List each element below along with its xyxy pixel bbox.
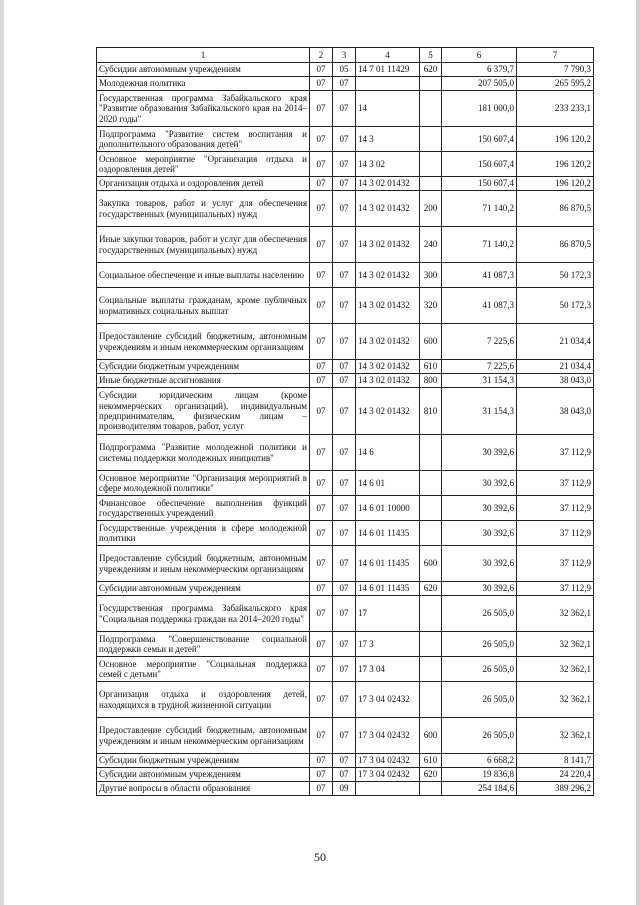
- scan-edge-left: [0, 0, 4, 905]
- section-code: 07: [310, 152, 333, 177]
- subsection-code: 07: [333, 754, 356, 768]
- section-code: 07: [310, 682, 333, 718]
- table-row: [97, 77, 594, 91]
- subsection-code: 07: [333, 288, 356, 324]
- amount-col6: 150 607,4: [442, 152, 517, 177]
- row-name: Субсидии бюджетным учреждениям: [97, 360, 310, 374]
- row-name: Государственная программа Забайкальского края "Развитие образования Забайкальского края на 2014–2020 годы": [97, 91, 310, 127]
- amount-col6: 26 505,0: [442, 596, 517, 632]
- amount-col6: 26 505,0: [442, 632, 517, 657]
- subsection-code: 07: [333, 227, 356, 263]
- target-article: 14 3: [356, 127, 420, 152]
- header-cell: 2: [310, 48, 333, 63]
- expense-type: [420, 435, 442, 471]
- amount-col7: 50 172,3: [517, 288, 594, 324]
- amount-col7: 32 362,1: [517, 682, 594, 718]
- expense-type: [420, 782, 442, 796]
- expense-type: [420, 657, 442, 682]
- section-code: 07: [310, 582, 333, 596]
- target-article: 14 6 01 11435: [356, 521, 420, 546]
- section-code: 07: [310, 191, 333, 227]
- amount-col7: 32 362,1: [517, 718, 594, 754]
- table-body: [97, 63, 594, 796]
- row-name: Другие вопросы в области образования: [97, 782, 310, 796]
- section-code: 07: [310, 374, 333, 388]
- subsection-code: 07: [333, 496, 356, 521]
- section-code: 07: [310, 754, 333, 768]
- amount-col7: 7 790,3: [517, 63, 594, 77]
- table-row: [97, 546, 594, 582]
- amount-col6: 7 225,6: [442, 360, 517, 374]
- amount-col7: 37 112,9: [517, 471, 594, 496]
- expense-type: [420, 91, 442, 127]
- section-code: 07: [310, 632, 333, 657]
- row-name: Подпрограмма "Развитие молодежной политики и системы поддержки молодежных инициатив": [97, 435, 310, 471]
- section-code: 07: [310, 657, 333, 682]
- budget-table: [96, 47, 594, 796]
- amount-col7: 37 112,9: [517, 546, 594, 582]
- row-name: Предоставление субсидий бюджетным, автономным учреждениям и иным некоммерческим организациям: [97, 324, 310, 360]
- subsection-code: 07: [333, 632, 356, 657]
- target-article: 14 6 01 10000: [356, 496, 420, 521]
- row-name: Организация отдыха и оздоровления детей, находящихся в трудной жизненной ситуации: [97, 682, 310, 718]
- amount-col7: 21 034,4: [517, 324, 594, 360]
- amount-col7: 86 870,5: [517, 191, 594, 227]
- row-name: Финансовое обеспечение выполнения функций государственных учреждений: [97, 496, 310, 521]
- row-name: Социальное обеспечение и иные выплаты населению: [97, 263, 310, 288]
- table-row: [97, 582, 594, 596]
- section-code: 07: [310, 324, 333, 360]
- section-code: 07: [310, 263, 333, 288]
- section-code: 07: [310, 127, 333, 152]
- subsection-code: 07: [333, 360, 356, 374]
- subsection-code: 07: [333, 435, 356, 471]
- section-code: 07: [310, 546, 333, 582]
- row-name: Субсидии юридическим лицам (кроме некоммерческих организаций), индивидуальным предпринимателям, физическим лицам – производителям товаров, работ, услуг: [97, 388, 310, 435]
- table-row: [97, 435, 594, 471]
- amount-col6: 26 505,0: [442, 682, 517, 718]
- expense-type: [420, 127, 442, 152]
- table-row: [97, 782, 594, 796]
- subsection-code: 07: [333, 127, 356, 152]
- scan-edge-right: [636, 0, 640, 905]
- header-cell: 7: [517, 48, 594, 63]
- table-row: [97, 324, 594, 360]
- subsection-code: 07: [333, 263, 356, 288]
- header-cell: 4: [356, 48, 420, 63]
- row-name: Государственные учреждения в сфере молодежной политики: [97, 521, 310, 546]
- expense-type: 620: [420, 63, 442, 77]
- target-article: 14 3 02 01432: [356, 388, 420, 435]
- amount-col6: 6 668,2: [442, 754, 517, 768]
- target-article: 14 3 02 01432: [356, 227, 420, 263]
- amount-col6: 19 836,8: [442, 768, 517, 782]
- target-article: 14 6 01 11435: [356, 582, 420, 596]
- table-row: [97, 177, 594, 191]
- row-name: Субсидии бюджетным учреждениям: [97, 754, 310, 768]
- header-row: [97, 48, 594, 63]
- amount-col6: 31 154,3: [442, 374, 517, 388]
- row-name: Предоставление субсидий бюджетным, автономным учреждениям и иным некоммерческим организациям: [97, 718, 310, 754]
- subsection-code: 07: [333, 152, 356, 177]
- subsection-code: 07: [333, 77, 356, 91]
- subsection-code: 07: [333, 388, 356, 435]
- expense-type: 610: [420, 754, 442, 768]
- expense-type: 600: [420, 718, 442, 754]
- subsection-code: 07: [333, 582, 356, 596]
- header-cell: 6: [442, 48, 517, 63]
- row-name: Социальные выплаты гражданам, кроме публичных нормативных социальных выплат: [97, 288, 310, 324]
- table-row: [97, 471, 594, 496]
- section-code: 07: [310, 768, 333, 782]
- expense-type: 810: [420, 388, 442, 435]
- target-article: 14 6 01: [356, 471, 420, 496]
- expense-type: [420, 521, 442, 546]
- expense-type: [420, 77, 442, 91]
- amount-col6: 7 225,6: [442, 324, 517, 360]
- table-row: [97, 718, 594, 754]
- table-row: [97, 263, 594, 288]
- subsection-code: 07: [333, 546, 356, 582]
- amount-col7: 389 296,2: [517, 782, 594, 796]
- target-article: 14 3 02 01432: [356, 263, 420, 288]
- target-article: 14 6: [356, 435, 420, 471]
- subsection-code: 07: [333, 191, 356, 227]
- section-code: 07: [310, 288, 333, 324]
- table-row: [97, 360, 594, 374]
- amount-col7: 24 220,4: [517, 768, 594, 782]
- expense-type: [420, 596, 442, 632]
- subsection-code: 07: [333, 657, 356, 682]
- amount-col6: 26 505,0: [442, 657, 517, 682]
- target-article: 14 3 02 01432: [356, 324, 420, 360]
- amount-col7: 37 112,9: [517, 521, 594, 546]
- expense-type: 610: [420, 360, 442, 374]
- section-code: 07: [310, 77, 333, 91]
- amount-col7: 32 362,1: [517, 632, 594, 657]
- amount-col6: 150 607,4: [442, 127, 517, 152]
- table-row: [97, 682, 594, 718]
- amount-col6: 31 154,3: [442, 388, 517, 435]
- target-article: [356, 77, 420, 91]
- target-article: 17 3 04 02432: [356, 718, 420, 754]
- expense-type: 200: [420, 191, 442, 227]
- row-name: Основное мероприятие "Организация отдыха и оздоровления детей": [97, 152, 310, 177]
- table-row: [97, 63, 594, 77]
- table-row: [97, 768, 594, 782]
- amount-col7: 196 120,2: [517, 152, 594, 177]
- row-name: Подпрограмма "Развитие систем воспитания и дополнительного образования детей": [97, 127, 310, 152]
- target-article: 17 3 04 02432: [356, 768, 420, 782]
- amount-col6: 181 000,0: [442, 91, 517, 127]
- expense-type: [420, 682, 442, 718]
- subsection-code: 07: [333, 718, 356, 754]
- table-row: [97, 521, 594, 546]
- section-code: 07: [310, 471, 333, 496]
- table-row: [97, 227, 594, 263]
- amount-col7: 233 233,1: [517, 91, 594, 127]
- row-name: Иные закупки товаров, работ и услуг для обеспечения государственных (муниципальных) нужд: [97, 227, 310, 263]
- expense-type: 300: [420, 263, 442, 288]
- subsection-code: 07: [333, 91, 356, 127]
- table-row: [97, 632, 594, 657]
- target-article: 17: [356, 596, 420, 632]
- expense-type: 600: [420, 324, 442, 360]
- expense-type: [420, 177, 442, 191]
- table-row: [97, 754, 594, 768]
- row-name: Подпрограмма "Совершенствование социальной поддержки семьи и детей": [97, 632, 310, 657]
- amount-col6: 254 184,6: [442, 782, 517, 796]
- header-cell: 1: [97, 48, 310, 63]
- subsection-code: 07: [333, 682, 356, 718]
- amount-col6: 207 505,0: [442, 77, 517, 91]
- section-code: 07: [310, 91, 333, 127]
- target-article: 14 3 02 01432: [356, 360, 420, 374]
- target-article: 14 3 02 01432: [356, 288, 420, 324]
- expense-type: [420, 471, 442, 496]
- amount-col6: 30 392,6: [442, 546, 517, 582]
- section-code: 07: [310, 360, 333, 374]
- amount-col6: 71 140,2: [442, 227, 517, 263]
- table-row: [97, 374, 594, 388]
- amount-col6: 30 392,6: [442, 582, 517, 596]
- amount-col7: 196 120,2: [517, 177, 594, 191]
- amount-col6: 150 607,4: [442, 177, 517, 191]
- target-article: 14 3 02 01432: [356, 374, 420, 388]
- table-row: [97, 191, 594, 227]
- target-article: 14 6 01 11435: [356, 546, 420, 582]
- section-code: 07: [310, 177, 333, 191]
- section-code: 07: [310, 435, 333, 471]
- expense-type: 600: [420, 546, 442, 582]
- target-article: 17 3 04: [356, 657, 420, 682]
- amount-col6: 41 087,3: [442, 263, 517, 288]
- expense-type: [420, 496, 442, 521]
- amount-col6: 30 392,6: [442, 496, 517, 521]
- subsection-code: 07: [333, 374, 356, 388]
- row-name: Закупка товаров, работ и услуг для обеспечения государственных (муниципальных) нужд: [97, 191, 310, 227]
- amount-col6: 30 392,6: [442, 435, 517, 471]
- amount-col7: 21 034,4: [517, 360, 594, 374]
- subsection-code: 09: [333, 782, 356, 796]
- amount-col7: 8 141,7: [517, 754, 594, 768]
- row-name: Основное мероприятие "Социальная поддержка семей с детьми": [97, 657, 310, 682]
- subsection-code: 07: [333, 768, 356, 782]
- section-code: 07: [310, 227, 333, 263]
- amount-col7: 37 112,9: [517, 435, 594, 471]
- target-article: 17 3 04 02432: [356, 682, 420, 718]
- target-article: 17 3 04 02432: [356, 754, 420, 768]
- row-name: Основное мероприятие "Организация мероприятий в сфере молодежной политики": [97, 471, 310, 496]
- amount-col7: 38 043,0: [517, 388, 594, 435]
- row-name: Государственная программа Забайкальского края "Социальная поддержка граждан на 2014–2020 годы": [97, 596, 310, 632]
- expense-type: [420, 152, 442, 177]
- amount-col7: 37 112,9: [517, 582, 594, 596]
- target-article: [356, 782, 420, 796]
- subsection-code: 07: [333, 324, 356, 360]
- amount-col7: 38 043,0: [517, 374, 594, 388]
- amount-col7: 265 595,2: [517, 77, 594, 91]
- table-row: [97, 388, 594, 435]
- table-row: [97, 657, 594, 682]
- amount-col6: 6 379,7: [442, 63, 517, 77]
- subsection-code: 05: [333, 63, 356, 77]
- table-row: [97, 496, 594, 521]
- row-name: Молодежная политика: [97, 77, 310, 91]
- amount-col6: 26 505,0: [442, 718, 517, 754]
- amount-col7: 37 112,9: [517, 496, 594, 521]
- subsection-code: 07: [333, 471, 356, 496]
- header-cell: 3: [333, 48, 356, 63]
- section-code: 07: [310, 596, 333, 632]
- table-row: [97, 152, 594, 177]
- expense-type: 320: [420, 288, 442, 324]
- section-code: 07: [310, 388, 333, 435]
- section-code: 07: [310, 496, 333, 521]
- section-code: 07: [310, 521, 333, 546]
- target-article: 17 3: [356, 632, 420, 657]
- amount-col6: 71 140,2: [442, 191, 517, 227]
- row-name: Иные бюджетные ассигнования: [97, 374, 310, 388]
- row-name: Предоставление субсидий бюджетным, автономным учреждениям и иным некоммерческим организациям: [97, 546, 310, 582]
- amount-col6: 30 392,6: [442, 521, 517, 546]
- section-code: 07: [310, 718, 333, 754]
- amount-col7: 50 172,3: [517, 263, 594, 288]
- section-code: 07: [310, 782, 333, 796]
- amount-col7: 86 870,5: [517, 227, 594, 263]
- header-cell: 5: [420, 48, 442, 63]
- table-row: [97, 127, 594, 152]
- row-name: Организация отдыха и оздоровления детей: [97, 177, 310, 191]
- row-name: Субсидии автономным учреждениям: [97, 768, 310, 782]
- table-row: [97, 596, 594, 632]
- target-article: 14 3 02 01432: [356, 177, 420, 191]
- row-name: Субсидии автономным учреждениям: [97, 63, 310, 77]
- target-article: 14 7 01 11429: [356, 63, 420, 77]
- subsection-code: 07: [333, 521, 356, 546]
- subsection-code: 07: [333, 177, 356, 191]
- expense-type: 620: [420, 768, 442, 782]
- amount-col7: 196 120,2: [517, 127, 594, 152]
- section-code: 07: [310, 63, 333, 77]
- target-article: 14 3 02: [356, 152, 420, 177]
- target-article: 14 3 02 01432: [356, 191, 420, 227]
- amount-col6: 30 392,6: [442, 471, 517, 496]
- page-number: 50: [314, 850, 326, 864]
- expense-type: 240: [420, 227, 442, 263]
- expense-type: 620: [420, 582, 442, 596]
- amount-col6: 41 087,3: [442, 288, 517, 324]
- table-row: [97, 91, 594, 127]
- target-article: 14: [356, 91, 420, 127]
- amount-col7: 32 362,1: [517, 596, 594, 632]
- expense-type: 800: [420, 374, 442, 388]
- subsection-code: 07: [333, 596, 356, 632]
- amount-col7: 32 362,1: [517, 657, 594, 682]
- expense-type: [420, 632, 442, 657]
- table-row: [97, 288, 594, 324]
- row-name: Субсидии автономным учреждениям: [97, 582, 310, 596]
